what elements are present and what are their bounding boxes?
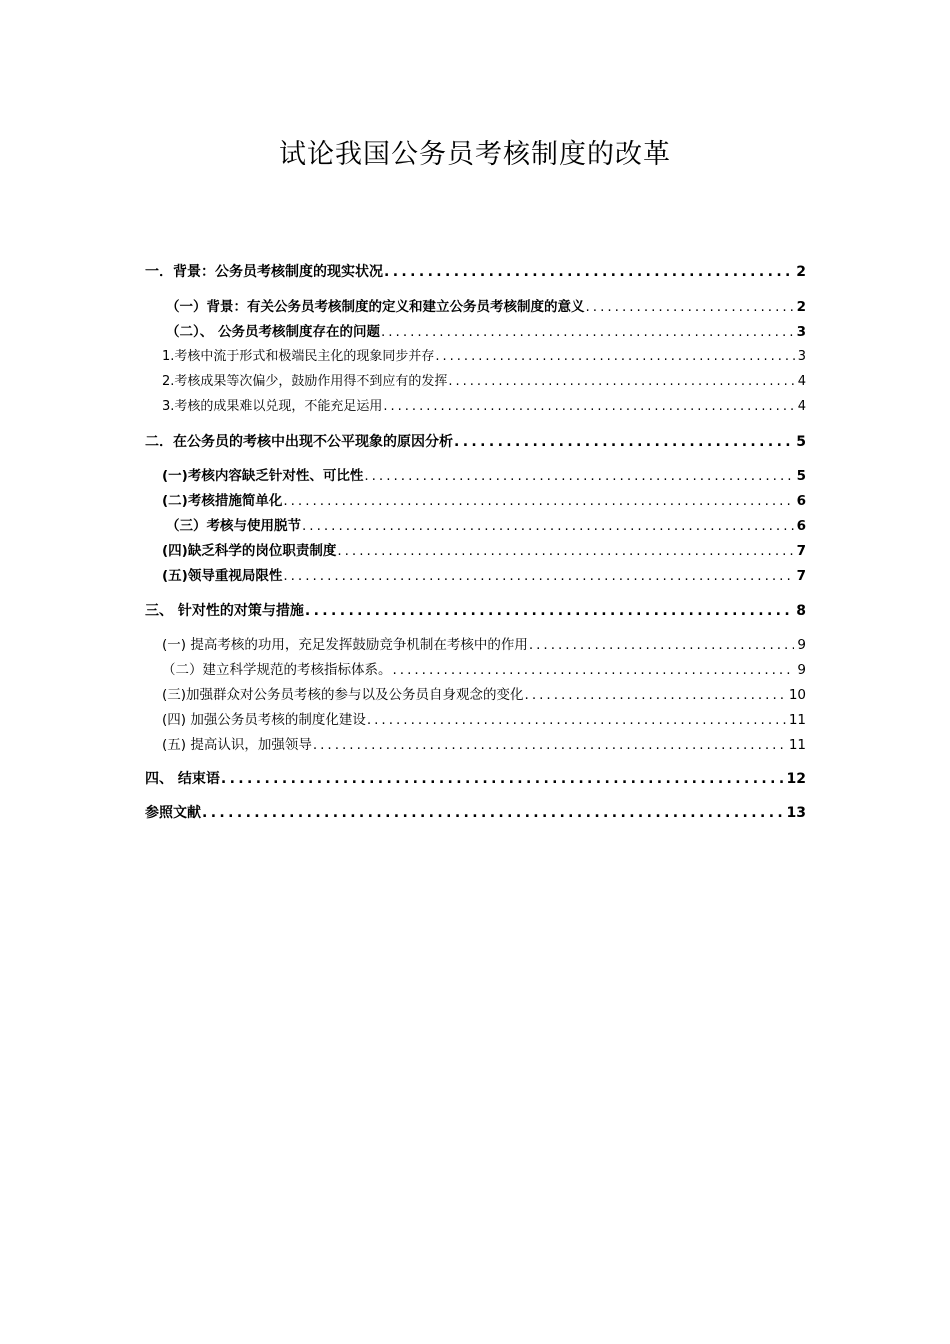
toc-entry-text: (一)考核内容缺乏针对性、可比性	[162, 468, 364, 484]
toc-leader-dots	[381, 322, 794, 342]
toc-entry-1-2-3[interactable]	[145, 397, 806, 417]
toc-entry-1-2-1[interactable]	[145, 347, 806, 367]
toc-entry-2-5[interactable]	[145, 566, 806, 586]
toc-entry-3-5[interactable]	[145, 735, 806, 755]
toc-entry-section-1[interactable]	[145, 262, 806, 282]
toc-entry-2-1[interactable]	[145, 466, 806, 486]
toc-entry-text: (一) 提高考核的功用，充足发挥鼓励竞争机制在考核中的作用	[162, 637, 528, 653]
toc-entry-text: 1.考核中流于形式和极端民主化的现象同步并存	[162, 349, 435, 364]
toc-entry-text: （三）考核与使用脱节	[166, 518, 301, 534]
toc-leader-dots	[393, 660, 795, 680]
toc-leader-dots	[586, 297, 794, 317]
toc-page-number: 4	[797, 374, 806, 389]
toc-entry-text: （二）建立科学规范的考核指标体系。	[162, 662, 392, 678]
toc-page-number: 11	[788, 737, 806, 753]
toc-entry-3-2[interactable]	[145, 660, 806, 680]
toc-page-number: 5	[796, 468, 806, 484]
toc-entry-section-3[interactable]	[145, 601, 806, 621]
toc-leader-dots	[383, 397, 794, 417]
document-title: 试论我国公务员考核制度的改革	[279, 139, 671, 170]
toc-page-number: 7	[796, 543, 806, 559]
toc-entry-text: 2.考核成果等次偏少，鼓励作用得不到应有的发挥	[162, 374, 448, 389]
toc-entry-3-3[interactable]	[145, 685, 806, 705]
toc-leader-dots	[302, 516, 794, 536]
toc-entry-3-1[interactable]	[145, 635, 806, 655]
toc-page-number: 6	[796, 493, 806, 509]
toc-page-number: 5	[796, 434, 806, 450]
toc-entry-2-4[interactable]	[145, 541, 806, 561]
toc-leader-dots	[221, 769, 784, 789]
toc-leader-dots	[448, 372, 794, 392]
toc-leader-dots	[313, 735, 786, 755]
toc-leader-dots	[202, 803, 784, 823]
toc-entry-references[interactable]	[145, 803, 806, 823]
toc-entry-1-1[interactable]	[145, 297, 806, 317]
toc-page-number: 6	[796, 518, 806, 534]
toc-leader-dots	[435, 347, 794, 367]
toc-leader-dots	[525, 685, 786, 705]
toc-page-number: 7	[796, 568, 806, 584]
toc-entry-text: (五) 提高认识，加强领导	[162, 737, 312, 753]
toc-leader-dots	[337, 541, 793, 561]
toc-entry-text: （一）背景：有关公务员考核制度的定义和建立公务员考核制度的意义	[166, 299, 585, 315]
toc-page-number: 9	[797, 637, 806, 653]
toc-entry-text: 一．背景：公务员考核制度的现实状况	[145, 264, 383, 280]
toc-page-number: 8	[796, 603, 806, 619]
toc-entry-text: 四、 结束语	[145, 771, 220, 787]
toc-page-number: 2	[796, 299, 806, 315]
toc-leader-dots	[364, 466, 793, 486]
toc-entry-text: 三、 针对性的对策与措施	[145, 603, 304, 619]
toc-leader-dots	[283, 491, 793, 511]
toc-entry-text: (三)加强群众对公务员考核的参与以及公务员自身观念的变化	[162, 687, 524, 703]
toc-entry-section-2[interactable]	[145, 432, 806, 452]
toc-entry-text: (五)领导重视局限性	[162, 568, 283, 584]
toc-page-number: 13	[786, 805, 806, 821]
toc-entry-3-4[interactable]	[145, 710, 806, 730]
toc-leader-dots	[367, 710, 786, 730]
toc-page-number: 11	[788, 712, 806, 728]
toc-page-number: 12	[786, 771, 806, 787]
toc-page-number: 3	[797, 349, 806, 364]
toc-entry-text: (四) 加强公务员考核的制度化建设	[162, 712, 366, 728]
toc-leader-dots	[529, 635, 795, 655]
toc-page-number: 9	[797, 662, 806, 678]
toc-entry-1-2[interactable]	[145, 322, 806, 342]
toc-leader-dots	[384, 262, 793, 282]
toc-entry-text: 3.考核的成果难以兑现，不能充足运用	[162, 399, 383, 414]
toc-page-number: 10	[788, 687, 806, 703]
toc-entry-2-2[interactable]	[145, 491, 806, 511]
toc-page-number: 4	[797, 399, 806, 414]
toc-page-number: 2	[796, 264, 806, 280]
toc-entry-text: 参照文献	[145, 805, 201, 821]
toc-entry-1-2-2[interactable]	[145, 372, 806, 392]
toc-entry-text: （二）、 公务员考核制度存在的问题	[166, 324, 380, 340]
toc-entry-text: (四)缺乏科学的岗位职责制度	[162, 543, 337, 559]
toc-entry-2-3[interactable]	[145, 516, 806, 536]
toc-page-number: 3	[796, 324, 806, 340]
toc-entry-text: 二．在公务员的考核中出现不公平现象的原因分析	[145, 434, 453, 450]
toc-leader-dots	[454, 432, 793, 452]
toc-leader-dots	[283, 566, 793, 586]
toc-leader-dots	[305, 601, 793, 621]
toc-entry-section-4[interactable]	[145, 769, 806, 789]
toc-entry-text: (二)考核措施简单化	[162, 493, 283, 509]
